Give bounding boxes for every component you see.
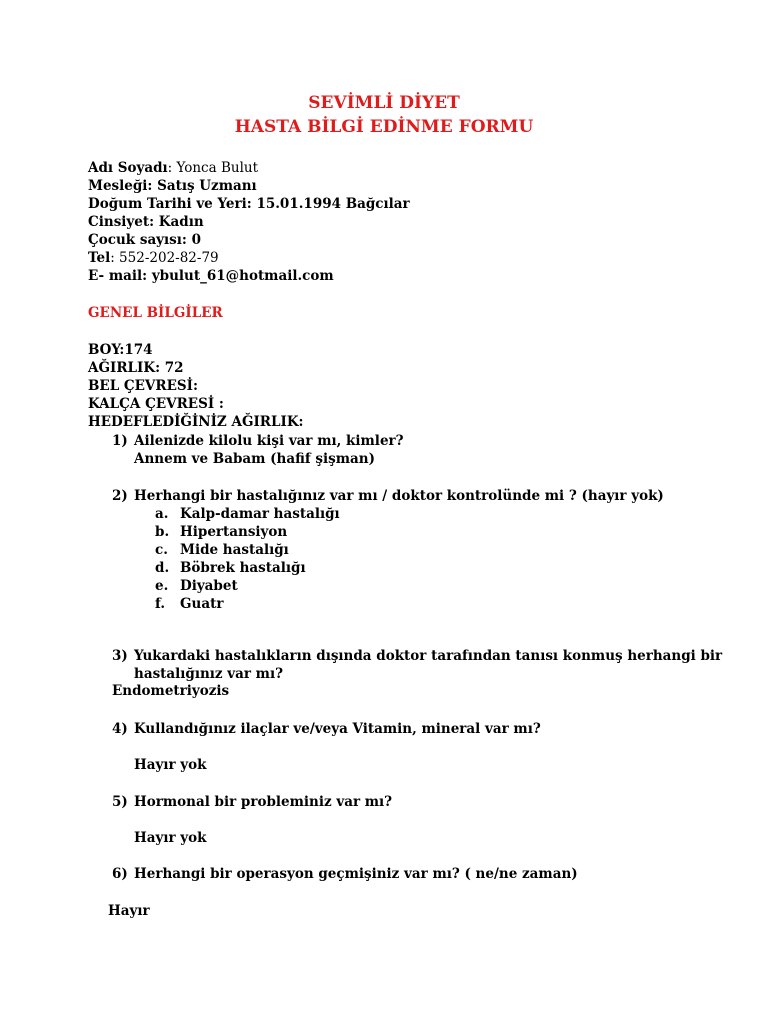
- job-line: Mesleği: Satış Uzmanı: [88, 178, 257, 194]
- answer-3: Endometriyozis: [112, 683, 230, 699]
- section-title: GENEL BİLGİLER: [88, 305, 223, 321]
- hip-line: KALÇA ÇEVRESİ :: [88, 396, 224, 412]
- question-3-continued: hastalığınız var mı?: [134, 666, 284, 682]
- answer-6: Hayır: [108, 903, 150, 919]
- list-item: d. Böbrek hastalığı: [155, 560, 306, 576]
- form-title: SEVİMLİ DİYET: [308, 93, 460, 113]
- question-4: 4) Kullandığınız ilaçlar ve/veya Vitamin, mineral var mı?: [112, 721, 541, 737]
- email-line: E- mail: ybulut_61@hotmail.com: [88, 268, 334, 284]
- gender-line: Cinsiyet: Kadın: [88, 214, 204, 230]
- height-line: BOY:174: [88, 342, 153, 358]
- list-item: b. Hipertansiyon: [155, 524, 288, 540]
- birth-line: Doğum Tarihi ve Yeri: 15.01.1994 Bağcılar: [88, 196, 410, 212]
- list-item: c. Mide hastalığı: [155, 542, 289, 558]
- target-weight-line: HEDEFLEDİĞİNİZ AĞIRLIK:: [88, 414, 304, 430]
- name-line: [88, 160, 258, 177]
- tel-value: : 552-202-82-79: [110, 250, 219, 266]
- question-2: 2) Herhangi bir hastalığınız var mı / doktor kontrolünde mi ? (hayır yok): [112, 488, 664, 504]
- question-6: 6) Herhangi bir operasyon geçmişiniz var mı? ( ne/ne zaman): [112, 866, 578, 882]
- answer-4: Hayır yok: [134, 757, 207, 773]
- weight-line: AĞIRLIK: 72: [88, 360, 184, 376]
- list-item: a. Kalp-damar hastalığı: [155, 506, 340, 522]
- name-label: Adı Soyadı: [88, 160, 168, 176]
- name-value: : Yonca Bulut: [167, 160, 259, 176]
- list-item: e. Diyabet: [155, 578, 238, 594]
- form-subtitle: HASTA BİLGİ EDİNME FORMU: [234, 117, 534, 137]
- list-item: f. Guatr: [155, 596, 224, 612]
- tel-line: [88, 250, 219, 267]
- question-1: 1) Ailenizde kilolu kişi var mı, kimler?: [112, 433, 404, 449]
- answer-1: Annem ve Babam (hafif şişman): [134, 451, 375, 467]
- children-line: Çocuk sayısı: 0: [88, 232, 201, 248]
- tel-label: Tel: [88, 250, 111, 266]
- waist-line: BEL ÇEVRESİ:: [88, 378, 198, 394]
- answer-5: Hayır yok: [134, 830, 207, 846]
- question-5: 5) Hormonal bir probleminiz var mı?: [112, 794, 393, 810]
- question-3: 3) Yukardaki hastalıkların dışında doktor tarafından tanısı konmuş herhangi bir: [112, 648, 723, 664]
